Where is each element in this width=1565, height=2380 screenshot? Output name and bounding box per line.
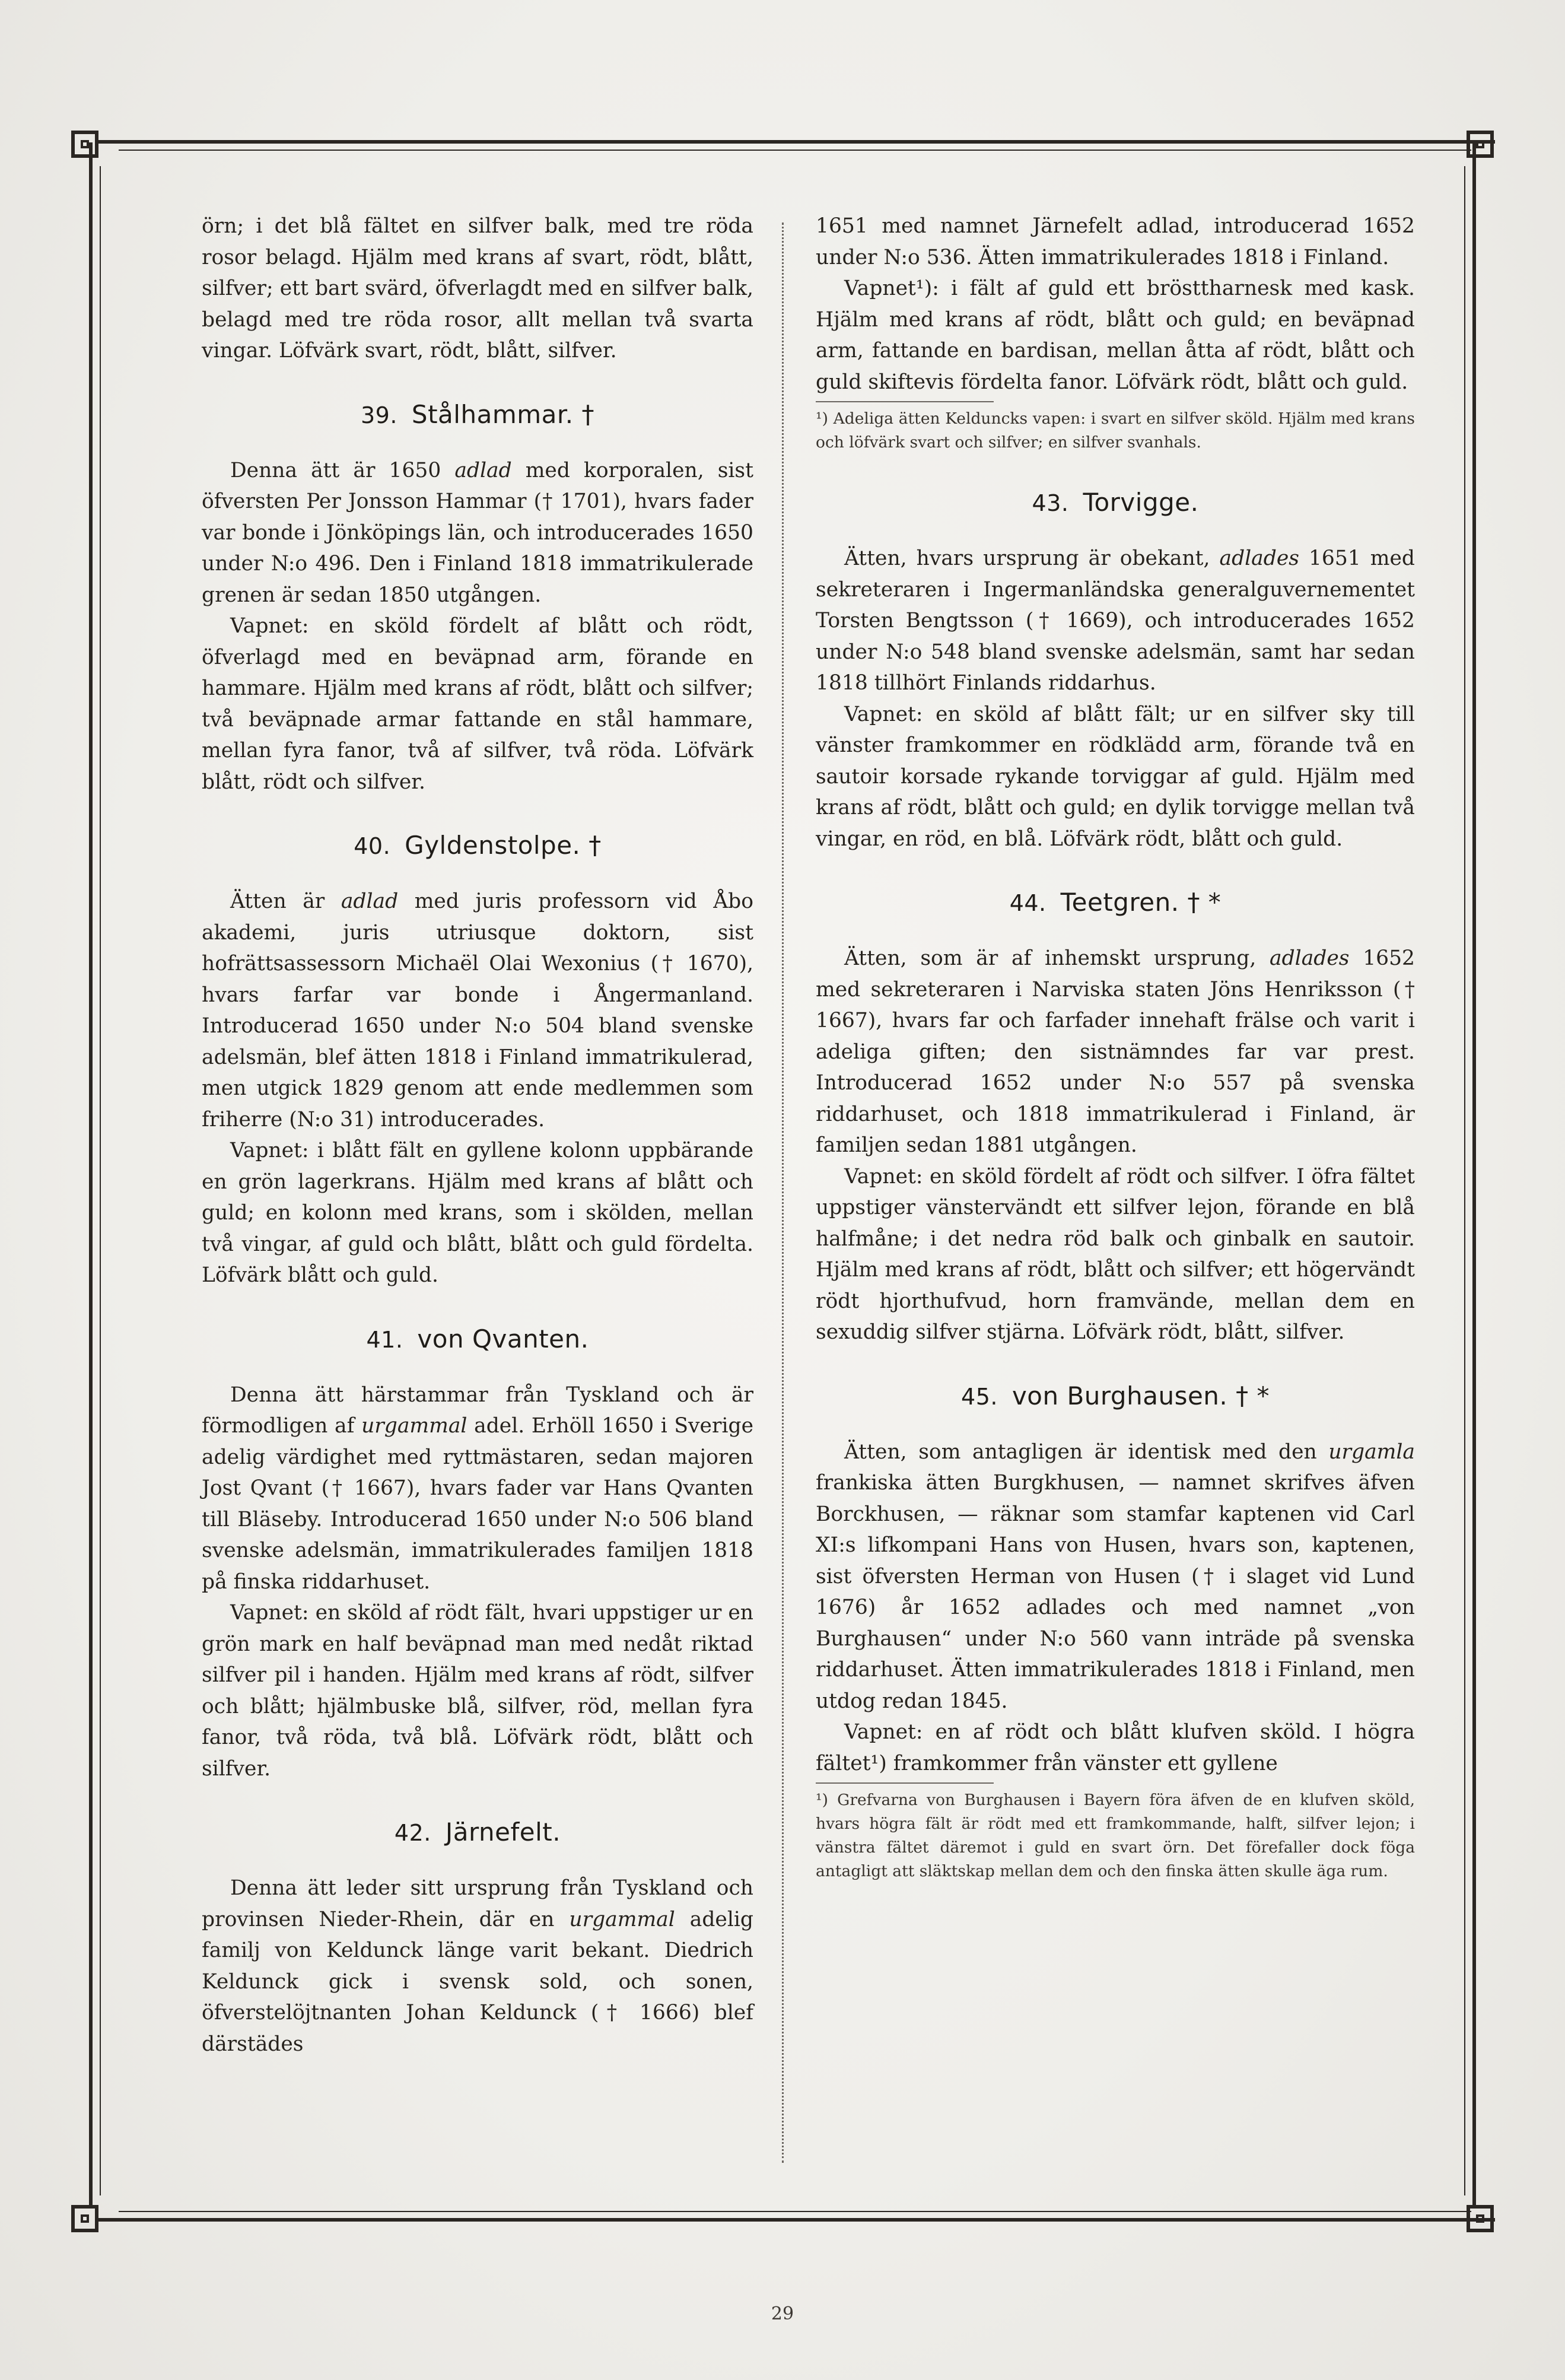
italic-run: urgammal (361, 1414, 467, 1438)
entry-number: 44. (1009, 890, 1046, 916)
corner-ornament-top-right (1467, 131, 1494, 158)
entry-title: Torvigge. (1083, 488, 1199, 517)
entry-title: Järnefelt. (445, 1817, 561, 1847)
intro-paragraph: örn; i det blå fältet en silfver balk, med tre röda rosor belagd. Hjälm med krans af svart, rödt, blått, silfver; ett bart svärd, öfverlagdt med en silfver balk, belagd med tre röda rosor, allt mellan två svarta vingar. Löfvärk svart, rödt, blått, silfver. (202, 214, 753, 363)
entry-title: von Burghausen. † * (1011, 1381, 1270, 1410)
frame-top-rule (95, 140, 1495, 144)
entry-title: Stålhammar. † (411, 399, 594, 429)
text-run: 1652 med sekreteraren i Narviska staten Jöns Henriksson († 1667), hvars far och farfader innehaft frälse och varit i adeliga giften; den sistnämndes far var prest. Introducerad 1652 under N:o 557 på svenska riddarhuset, och 1818 immatrikulerad i Finland, är familjen sedan 1881 utgången. (816, 946, 1415, 1157)
entry-heading-39 (202, 400, 753, 429)
entry-heading-45 (816, 1381, 1415, 1410)
right-column (816, 211, 1415, 1883)
entry-title: Gyldenstolpe. † (405, 831, 602, 860)
corner-ornament-bottom-left (71, 2205, 98, 2232)
entry-title: von Qvanten. (417, 1324, 589, 1353)
entry-40-paragraph-1 (202, 886, 753, 1135)
footnote-rule (816, 1782, 994, 1784)
column-divider (782, 223, 784, 2163)
entry-41-paragraph-2: Vapnet: en sköld af rödt fält, hvari uppstiger ur en grön mark en half beväpnad man med nedåt riktad silfver pil i handen. Hjälm med krans af rödt, silfver och blått; hjälmbuske blå, silfver, röd, mellan fyra fanor, två röda, två blå. Löfvärk rödt, blått och silfver. (202, 1601, 753, 1781)
frame-left-rule (89, 142, 93, 2207)
entry-heading-40 (202, 831, 753, 860)
frame-right-rule-inner (1464, 166, 1465, 2195)
entry-40-paragraph-2: Vapnet: i blått fält en gyllene kolonn uppbärande en grön lagerkrans. Hjälm med krans af blått och guld; en kolonn med krans, som i skölden, mellan två vingar, af guld och blått, blått och guld fördelta. Löfvärk blått och guld. (202, 1139, 753, 1287)
corner-ornament-bottom-right (1467, 2205, 1494, 2232)
entry-44-paragraph-2: Vapnet: en sköld fördelt af rödt och silfver. I öfra fältet uppstiger vänstervändt ett silfver lejon, förande en blå halfmåne; i det nedra röd balk och ginbalk en sautoir. Hjälm med krans af rödt, blått och silfver; ett högervändt rödt hjorthufvud, horn framvände, mellan dem en sexuddig silfver stjärna. Löfvärk rödt, blått, silfver. (816, 1164, 1415, 1344)
text-run: Ätten, som är af inhemskt ursprung, (844, 946, 1270, 970)
entry-41-paragraph-1 (202, 1380, 753, 1598)
frame-left-rule-inner (100, 166, 101, 2195)
entry-42-paragraph-1 (202, 1873, 753, 2060)
entry-number: 41. (366, 1326, 403, 1353)
text-run: adel. Erhöll 1650 i Sverige adelig värdighet med ryttmästaren, sedan majoren Jost Qvant († 1667), hvars fader var Hans Qvanten till Bläseby. Introducerad 1650 under N:o 506 bland svenske adelsmän, immatrikulerades familjen 1818 på finska riddarhuset. (202, 1414, 753, 1594)
entry-43-paragraph-2: Vapnet: en sköld af blått fält; ur en silfver sky till vänster framkommer en rödklädd arm, förande två en sautoir korsade rykande torviggar af guld. Hjälm med krans af rödt, blått och guld; en dylik torvigge mellan två vingar, en röd, en blå. Löfvärk rödt, blått och guld. (816, 702, 1415, 851)
entry-43-paragraph-1 (816, 543, 1415, 699)
entry-45-paragraph-1 (816, 1437, 1415, 1717)
text-run: Ätten, som antagligen är identisk med den (844, 1440, 1329, 1464)
italic-run: adlades (1219, 546, 1299, 570)
frame-top-rule-inner (119, 150, 1471, 151)
corner-ornament-top-left (71, 131, 98, 158)
entry-44-paragraph-1 (816, 943, 1415, 1161)
entry-heading-41 (202, 1324, 753, 1353)
entry-42-continued-paragraph-2: Vapnet¹): i fält af guld ett brösttharnesk med kask. Hjälm med krans af rödt, blått och guld; en beväpnad arm, fattande en bardisan, mellan åtta af rödt, blått och guld skiftevis fördelta fanor. Löfvärk rödt, blått och guld. (816, 277, 1415, 394)
frame-bottom-rule (95, 2218, 1495, 2222)
entry-number: 39. (360, 402, 397, 428)
footnote-45: ¹) Grefvarna von Burghausen i Bayern föra äfven de en klufven sköld, hvars högra fält är rödt med ett framkommande, halft, silfver lejon; i vänstra fältet däremot i guld en svart örn. Det förefaller dock föga antagligt att släktskap mellan dem och den finska ätten skulle äga rum. (816, 1791, 1415, 1880)
italic-run: urgamla (1328, 1440, 1415, 1464)
entry-number: 43. (1032, 490, 1069, 516)
text-run: Denna ätt leder sitt ursprung från Tyskland och provinsen Nieder-Rhein, där en (202, 1876, 753, 1931)
page-number: 29 (771, 2303, 794, 2324)
entry-42-continued-paragraph-1: 1651 med namnet Järnefelt adlad, introducerad 1652 under N:o 536. Ätten immatrikulerades 1818 i Finland. (816, 214, 1415, 269)
text-run: 1651 med sekreteraren i Ingermanländska generalguvernementet Torsten Bengtsson († 1669), och introducerades 1652 under N:o 548 bland svenske adelsmän, samt har sedan 1818 tillhört Finlands riddarhus. (816, 546, 1415, 695)
italic-run: adlad (341, 889, 399, 913)
entry-45-paragraph-2: Vapnet: en af rödt och blått klufven sköld. I högra fältet¹) framkommer från vänster ett gyllene (816, 1720, 1415, 1775)
italic-run: urgammal (569, 1907, 675, 1931)
frame-right-rule (1472, 142, 1476, 2207)
entry-39-paragraph-1 (202, 455, 753, 611)
text-run: adelig familj von Keldunck länge varit bekant. Diedrich Keldunck gick i svensk sold, och sonen, öfverstelöjtnanten Johan Keldunck († 1666) blef därstädes (202, 1907, 753, 2056)
frame-bottom-rule-inner (119, 2211, 1471, 2212)
text-run: med korporalen, sist öfversten Per Jonsson Hammar († 1701), hvars fader var bonde i Jönköpings län, och introducerades 1650 under N:o 496. Den i Finland 1818 immatrikulerade grenen är sedan 1850 utgången. (202, 458, 753, 607)
italic-run: adlad (454, 458, 512, 482)
footnote-42: ¹) Adeliga ätten Kelduncks vapen: i svart en silfver sköld. Hjälm med krans och löfvärk svart och silfver; en silfver svanhals. (816, 409, 1415, 452)
text-run: Ätten är (230, 889, 341, 913)
entry-number: 40. (354, 833, 391, 859)
text-run: Denna ätt härstammar från Tyskland och är förmodligen af (202, 1383, 753, 1438)
text-run: med juris professorn vid Åbo akademi, juris utriusque doktorn, sist hofrättsassessorn Michaël Olai Wexonius († 1670), hvars farfar var bonde i Ångermanland. Introducerad 1650 under N:o 504 bland svenske adelsmän, blef ätten 1818 i Finland immatrikulerad, men utgick 1829 genom att ende medlemmen som friherre (N:o 31) introducerades. (202, 889, 753, 1132)
entry-number: 45. (961, 1383, 998, 1410)
entry-heading-44 (816, 888, 1415, 917)
entry-39-paragraph-2: Vapnet: en sköld fördelt af blått och rödt, öfverlagd med en beväpnad arm, förande en hammare. Hjälm med krans af rödt, blått och silfver; två beväpnade armar fattande en stål hammare, mellan fyra fanor, två af silfver, två röda. Löfvärk blått, rödt och silfver. (202, 614, 753, 794)
entry-heading-42 (202, 1817, 753, 1847)
text-run: frankiska ätten Burgkhusen, — namnet skrifves äfven Borckhusen, — räknar som stamfar kaptenen vid Carl XI:s lifkompani Hans von Husen, hvars son, kaptenen, sist öfversten Herman von Husen († i slaget vid Lund 1676) år 1652 adlades och med namnet „von Burghausen“ under N:o 560 vann inträde på svenska riddarhuset. Ätten immatrikulerades 1818 i Finland, men utdog redan 1845. (816, 1471, 1415, 1713)
text-run: Denna ätt är 1650 (230, 458, 455, 482)
entry-title: Teetgren. † * (1060, 888, 1222, 917)
entry-heading-43 (816, 488, 1415, 517)
footnote-rule (816, 401, 994, 402)
left-column (202, 211, 753, 2060)
entry-number: 42. (394, 1820, 431, 1846)
italic-run: adlades (1270, 946, 1350, 970)
text-run: Ätten, hvars ursprung är obekant, (844, 546, 1220, 570)
